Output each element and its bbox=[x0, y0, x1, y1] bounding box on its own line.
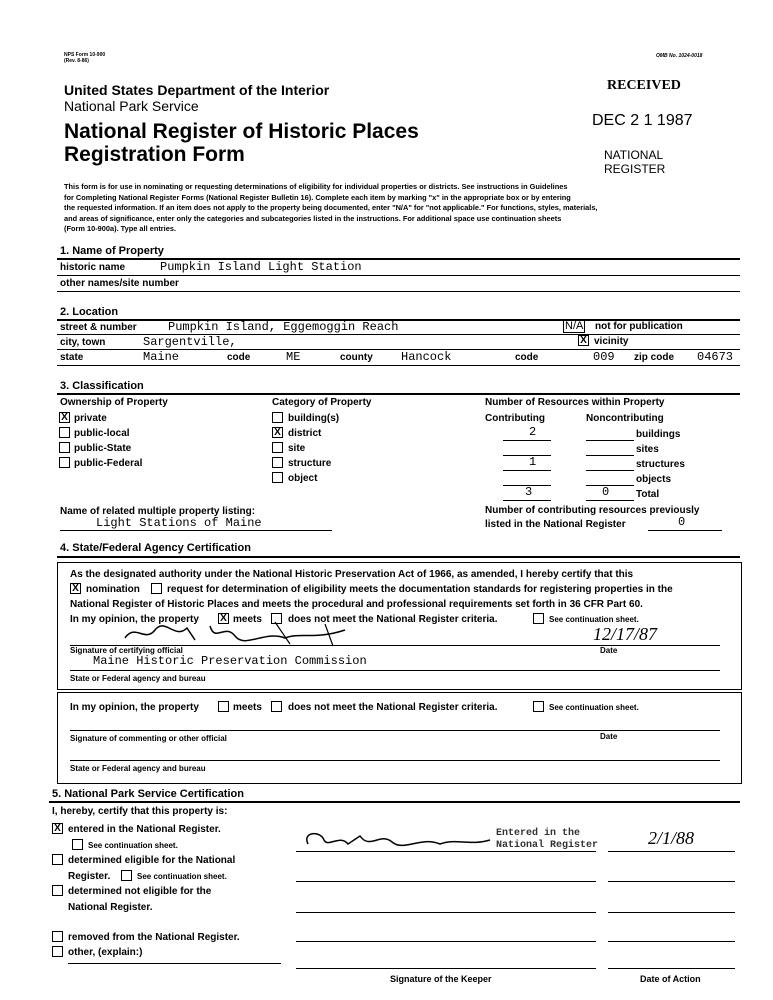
county-code-label: code bbox=[515, 352, 539, 363]
agency-value[interactable]: Maine Historic Preservation Commission bbox=[93, 654, 367, 668]
resource-row-label: Total bbox=[636, 489, 660, 500]
date-line bbox=[608, 941, 735, 942]
nps-option-label: Register. bbox=[68, 871, 111, 882]
agency-label: State or Federal agency and bureau bbox=[70, 674, 206, 683]
nps-option-label: other, (explain:) bbox=[68, 947, 143, 958]
ownership-label: private bbox=[74, 413, 107, 424]
previously-listed-label: Number of contributing resources previously bbox=[485, 505, 700, 516]
date-of-action-label: Date of Action bbox=[640, 974, 701, 984]
certifying-signature bbox=[115, 618, 355, 648]
signature-label: Signature of certifying official bbox=[70, 646, 183, 655]
not-eligible-checkbox[interactable] bbox=[52, 885, 63, 896]
ownership-private-checkbox[interactable]: X bbox=[59, 412, 70, 423]
category-label: district bbox=[288, 428, 322, 439]
category-structure-checkbox[interactable] bbox=[272, 457, 283, 468]
date-line bbox=[608, 851, 735, 852]
ownership-label: public-Federal bbox=[74, 458, 143, 469]
agency-line bbox=[70, 760, 720, 761]
opinion-label: In my opinion, the property bbox=[70, 702, 199, 713]
blank-line bbox=[503, 470, 551, 471]
section-5-heading: 5. National Park Service Certification bbox=[52, 788, 244, 800]
form-title: National Register of Historic Places bbox=[64, 120, 419, 143]
agency-label: State or Federal agency and bureau bbox=[70, 764, 206, 773]
contributing-header: Contributing bbox=[485, 413, 545, 424]
county-label: county bbox=[340, 352, 373, 363]
date-label: Date bbox=[600, 732, 618, 741]
entered-stamp: Entered in the bbox=[496, 828, 581, 839]
historic-name-value[interactable]: Pumpkin Island Light Station bbox=[160, 260, 362, 274]
historic-name-label: historic name bbox=[60, 262, 126, 273]
category-title: Category of Property bbox=[272, 397, 372, 408]
contributing-structures[interactable]: 1 bbox=[529, 455, 537, 469]
divider bbox=[49, 801, 740, 803]
meets-label: meets bbox=[233, 702, 262, 713]
noncontributing-total[interactable]: 0 bbox=[602, 485, 610, 499]
instruction-line: and areas of significance, enter only the categories and subcategories listed in the instructions. For additional space use continuation sheets bbox=[64, 213, 562, 223]
divider bbox=[57, 275, 740, 276]
see-continuation-checkbox-2[interactable] bbox=[533, 701, 544, 712]
category-label: site bbox=[288, 443, 306, 454]
category-object-checkbox[interactable] bbox=[272, 472, 283, 483]
entered-checkbox[interactable]: X bbox=[52, 823, 63, 834]
category-label: object bbox=[288, 473, 318, 484]
certification-text: National Register of Historic Places and meets the procedural and professional requirements set forth in 36 CFR Part 60. bbox=[70, 599, 643, 610]
section-3-heading: 3. Classification bbox=[60, 380, 144, 392]
signature-label: Signature of commenting or other official bbox=[70, 734, 227, 743]
instruction-line: for Completing National Register Forms (National Register Bulletin 16). Complete each item by marking "x" in the appropriate box or by entering bbox=[64, 192, 571, 202]
blank-line bbox=[503, 440, 551, 441]
certification-text: As the designated authority under the National Historic Preservation Act of 1966, as amended, I hereby certify that this bbox=[70, 569, 634, 580]
nps-option-label: determined not eligible for the bbox=[68, 886, 212, 897]
ownership-public-federal-checkbox[interactable] bbox=[59, 457, 70, 468]
resource-row-label: sites bbox=[636, 444, 659, 455]
zip-label: zip code bbox=[634, 352, 675, 363]
stamp-national: NATIONAL bbox=[604, 148, 664, 162]
stamp-register: REGISTER bbox=[604, 162, 666, 176]
ownership-label: public-State bbox=[74, 443, 132, 454]
county-value[interactable]: Hancock bbox=[401, 350, 452, 364]
divider bbox=[57, 365, 740, 366]
nps-option-label: determined eligible for the National bbox=[68, 855, 236, 866]
category-label: structure bbox=[288, 458, 332, 469]
divider bbox=[57, 291, 740, 292]
received-stamp: RECEIVED bbox=[607, 78, 681, 93]
keeper-line bbox=[296, 851, 596, 852]
signature-line bbox=[70, 730, 720, 731]
see-continuation-label: See continuation sheet. bbox=[549, 615, 639, 624]
category-site-checkbox[interactable] bbox=[272, 442, 283, 453]
opinion-label: In my opinion, the property bbox=[70, 614, 199, 625]
keeper-line bbox=[296, 912, 596, 913]
does-not-meet-checkbox-2[interactable] bbox=[271, 701, 282, 712]
nps-option-label: entered in the National Register. bbox=[68, 824, 221, 835]
certify-text: I, hereby, certify that this property is: bbox=[52, 806, 228, 817]
category-building-checkbox[interactable] bbox=[272, 412, 283, 423]
blank-line bbox=[503, 500, 551, 501]
contributing-buildings[interactable]: 2 bbox=[529, 425, 537, 439]
see-continuation-checkbox-4[interactable] bbox=[121, 870, 132, 881]
city-value[interactable]: Sargentville, bbox=[143, 335, 237, 349]
see-continuation-checkbox-3[interactable] bbox=[72, 839, 83, 850]
section-1-heading: 1. Name of Property bbox=[60, 245, 164, 257]
meets-checkbox[interactable]: X bbox=[218, 613, 229, 624]
does-not-meet-label: does not meet the National Register criteria. bbox=[288, 702, 498, 713]
meets-checkbox-2[interactable] bbox=[218, 701, 229, 712]
blank-line bbox=[648, 530, 722, 531]
form-number: NPS Form 10-900 bbox=[64, 52, 106, 58]
previously-listed-value[interactable]: 0 bbox=[678, 515, 686, 529]
ownership-public-state-checkbox[interactable] bbox=[59, 442, 70, 453]
instruction-line: (Form 10-900a). Type all entries. bbox=[64, 224, 176, 233]
certification-date[interactable]: 12/17/87 bbox=[593, 624, 658, 644]
street-value[interactable]: Pumpkin Island, Eggemoggin Reach bbox=[168, 320, 399, 334]
meets-label: meets bbox=[233, 614, 262, 625]
date-line bbox=[608, 968, 735, 969]
other-names-label: other names/site number bbox=[60, 278, 179, 289]
previously-listed-label: listed in the National Register bbox=[485, 519, 626, 530]
blank-line bbox=[503, 455, 551, 456]
section-4-heading: 4. State/Federal Agency Certification bbox=[60, 542, 251, 554]
keeper-line bbox=[296, 881, 596, 882]
ownership-title: Ownership of Property bbox=[60, 397, 168, 408]
see-continuation-label: See continuation sheet. bbox=[88, 841, 178, 850]
date-label: Date bbox=[600, 646, 618, 655]
ownership-label: public-local bbox=[74, 428, 130, 439]
agency-line bbox=[70, 670, 720, 671]
state-value[interactable]: Maine bbox=[143, 350, 180, 364]
received-date: DEC 2 1 1987 bbox=[592, 112, 693, 129]
blank-line bbox=[586, 500, 634, 501]
multiple-property-value[interactable]: Light Stations of Maine bbox=[96, 516, 262, 530]
street-label: street & number bbox=[60, 322, 137, 333]
divider bbox=[57, 556, 740, 558]
section-2-heading: 2. Location bbox=[60, 306, 119, 318]
date-line bbox=[608, 881, 735, 882]
does-not-meet-label: does not meet the National Register criteria. bbox=[288, 614, 498, 625]
instruction-line: This form is for use in nominating or requesting determinations of eligibility for individual properties or districts. See instructions in Guidelines bbox=[64, 182, 568, 191]
form-revision: (Rev. 8-86) bbox=[64, 58, 89, 64]
noncontributing-header: Noncontributing bbox=[586, 413, 664, 424]
entered-stamp: National Register bbox=[496, 840, 599, 851]
not-for-publication-label: not for publication bbox=[595, 321, 683, 332]
determined-eligible-checkbox[interactable] bbox=[52, 854, 63, 865]
category-district-checkbox[interactable]: X bbox=[272, 427, 283, 438]
zip-value[interactable]: 04673 bbox=[697, 350, 734, 364]
nps-option-label: National Register. bbox=[68, 902, 153, 913]
see-continuation-checkbox[interactable] bbox=[533, 613, 544, 624]
blank-line bbox=[586, 440, 634, 441]
blank-line bbox=[586, 470, 634, 471]
blank-line bbox=[586, 455, 634, 456]
vicinity-checkbox[interactable]: X bbox=[578, 335, 589, 346]
blank-line bbox=[586, 485, 634, 486]
category-label: building(s) bbox=[288, 413, 340, 424]
blank-line bbox=[60, 530, 332, 531]
nomination-label: nomination bbox=[86, 584, 140, 595]
keeper-signature bbox=[300, 826, 500, 854]
form-subtitle: Registration Form bbox=[64, 143, 245, 166]
removed-checkbox[interactable] bbox=[52, 931, 63, 942]
see-continuation-label: See continuation sheet. bbox=[137, 872, 227, 881]
multiple-property-label: Name of related multiple property listing: bbox=[60, 506, 256, 517]
vicinity-label: vicinity bbox=[594, 336, 629, 347]
explain-line bbox=[68, 963, 281, 964]
resource-row-label: buildings bbox=[636, 429, 681, 440]
divider bbox=[57, 393, 740, 395]
instruction-line: the requested information. If an item does not apply to the property being documented, enter "N/A" for "not applicable." For functions, styles, materials, bbox=[64, 203, 598, 212]
action-date[interactable]: 2/1/88 bbox=[648, 828, 695, 848]
certification-text: request for determination of eligibility meets the documentation standards for registering properties in the bbox=[167, 584, 673, 595]
contributing-total[interactable]: 3 bbox=[525, 485, 533, 499]
keeper-line bbox=[296, 968, 596, 969]
instructions bbox=[64, 182, 597, 235]
nps-option-label: removed from the National Register. bbox=[68, 932, 240, 943]
other-checkbox[interactable] bbox=[52, 946, 63, 957]
omb-number: OMB No. 1024-0018 bbox=[656, 53, 703, 59]
resources-title: Number of Resources within Property bbox=[485, 397, 665, 408]
ownership-public-local-checkbox[interactable] bbox=[59, 427, 70, 438]
see-continuation-label: See continuation sheet. bbox=[549, 703, 639, 712]
request-checkbox[interactable] bbox=[151, 583, 162, 594]
keeper-line bbox=[296, 941, 596, 942]
code-label: code bbox=[227, 352, 251, 363]
na-checkbox[interactable]: N/A bbox=[565, 320, 584, 332]
code-value[interactable]: ME bbox=[286, 350, 301, 364]
date-line bbox=[608, 912, 735, 913]
resource-row-label: objects bbox=[636, 474, 672, 485]
nomination-checkbox[interactable]: X bbox=[70, 583, 81, 594]
county-code-value[interactable]: 009 bbox=[593, 350, 615, 364]
service-name: National Park Service bbox=[64, 98, 199, 114]
state-label: state bbox=[60, 352, 84, 363]
keeper-label: Signature of the Keeper bbox=[390, 974, 492, 984]
resource-row-label: structures bbox=[636, 459, 685, 470]
department-name: United States Department of the Interior bbox=[64, 82, 330, 98]
city-label: city, town bbox=[60, 337, 106, 348]
